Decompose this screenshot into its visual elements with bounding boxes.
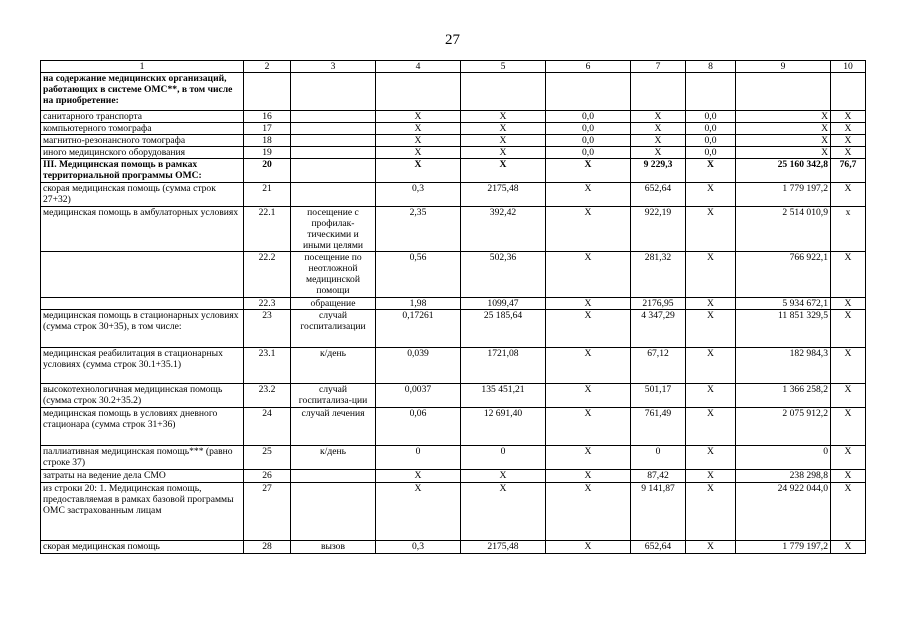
table-cell: 2175,48	[461, 183, 546, 207]
table-cell	[244, 73, 291, 111]
table-row	[41, 541, 866, 554]
table-cell	[291, 183, 376, 207]
column-header: 1	[41, 61, 244, 73]
table-cell: посещение по неотложной медицинской помощи	[291, 252, 376, 298]
table-cell: 238 298,8	[736, 470, 831, 483]
table-cell: 4 347,29	[631, 310, 686, 348]
column-header: 9	[736, 61, 831, 73]
column-header: 10	[831, 61, 866, 73]
table-cell: 23	[244, 310, 291, 348]
table-cell	[546, 73, 631, 111]
table-cell: 1 779 197,2	[736, 183, 831, 207]
table-cell: X	[736, 123, 831, 135]
table-cell: 2 514 010,9	[736, 207, 831, 252]
table-cell: 2 075 912,2	[736, 408, 831, 446]
column-header: 5	[461, 61, 546, 73]
row-label: компьютерного томографа	[41, 123, 244, 135]
table-cell: X	[546, 252, 631, 298]
table-cell: случай госпитализации	[291, 310, 376, 348]
table-cell: 0,3	[376, 183, 461, 207]
table-row	[41, 123, 866, 135]
table-cell	[291, 73, 376, 111]
table-cell: X	[686, 541, 736, 554]
table-cell: X	[376, 159, 461, 183]
table-cell: X	[831, 446, 866, 470]
table-cell: 23.2	[244, 384, 291, 408]
table-cell: X	[546, 483, 631, 541]
table-cell: 9 141,87	[631, 483, 686, 541]
table-cell: 17	[244, 123, 291, 135]
table-cell: X	[831, 183, 866, 207]
table-cell: X	[461, 111, 546, 123]
table-cell: X	[546, 207, 631, 252]
table-cell: 26	[244, 470, 291, 483]
table-cell: 9 229,3	[631, 159, 686, 183]
table-row	[41, 470, 866, 483]
table-cell: X	[831, 135, 866, 147]
row-label: медицинская помощь в амбулаторных условиях	[41, 207, 244, 252]
row-label	[41, 298, 244, 310]
table-cell: 0,3	[376, 541, 461, 554]
table-cell: 1,98	[376, 298, 461, 310]
table-cell: 2176,95	[631, 298, 686, 310]
table-cell: 20	[244, 159, 291, 183]
row-label: медицинская помощь в условиях дневного стационара (сумма строк 31+36)	[41, 408, 244, 446]
table-row	[41, 111, 866, 123]
table-cell: X	[686, 483, 736, 541]
table-cell: 652,64	[631, 183, 686, 207]
table-row	[41, 135, 866, 147]
table-row	[41, 183, 866, 207]
table-cell: X	[546, 541, 631, 554]
table-cell	[291, 159, 376, 183]
table-cell: X	[831, 252, 866, 298]
table-cell: X	[546, 310, 631, 348]
table-cell	[376, 73, 461, 111]
table-cell: 11 851 329,5	[736, 310, 831, 348]
table-cell: к/день	[291, 348, 376, 384]
table-cell: 5 934 672,1	[736, 298, 831, 310]
row-label: скорая медицинская помощь (сумма строк 27+32)	[41, 183, 244, 207]
table-cell: 0,17261	[376, 310, 461, 348]
table-cell: X	[461, 135, 546, 147]
table-cell: 0,0	[686, 111, 736, 123]
table-row	[41, 73, 866, 111]
table-cell: X	[376, 470, 461, 483]
table-cell: X	[631, 111, 686, 123]
row-label: из строки 20: 1. Медицинская помощь, предоставляемая в рамках базовой программы ОМС застрахованным лицам	[41, 483, 244, 541]
table-cell: обращение	[291, 298, 376, 310]
row-label: затраты на ведение дела СМО	[41, 470, 244, 483]
table-cell: X	[376, 483, 461, 541]
table-cell: 0,0	[546, 111, 631, 123]
table-cell: X	[686, 446, 736, 470]
row-label: магнитно-резонансного томографа	[41, 135, 244, 147]
table-cell: X	[831, 408, 866, 446]
table-cell: X	[686, 470, 736, 483]
table-cell: 0,06	[376, 408, 461, 446]
row-label: иного медицинского оборудования	[41, 147, 244, 159]
table-row	[41, 310, 866, 348]
table-cell: 1 779 197,2	[736, 541, 831, 554]
row-label: скорая медицинская помощь	[41, 541, 244, 554]
table-cell	[291, 147, 376, 159]
table-cell: X	[376, 135, 461, 147]
table-cell: 922,19	[631, 207, 686, 252]
table-cell: 0,039	[376, 348, 461, 384]
table-cell: X	[686, 310, 736, 348]
table-cell	[686, 73, 736, 111]
table-cell: вызов	[291, 541, 376, 554]
table-cell: 2,35	[376, 207, 461, 252]
column-header: 7	[631, 61, 686, 73]
table-cell: X	[546, 348, 631, 384]
table-cell: 2175,48	[461, 541, 546, 554]
table-cell	[291, 135, 376, 147]
table-cell: X	[546, 384, 631, 408]
table-cell: 24	[244, 408, 291, 446]
table-cell: X	[461, 159, 546, 183]
table-cell: X	[376, 111, 461, 123]
row-label: на содержание медицинских организаций, работающих в системе ОМС**, в том числе на приобретение:	[41, 73, 244, 111]
table-cell: 28	[244, 541, 291, 554]
table-cell: 135 451,21	[461, 384, 546, 408]
table-cell: 0	[736, 446, 831, 470]
table-row	[41, 348, 866, 384]
table-row	[41, 147, 866, 159]
table-cell	[291, 483, 376, 541]
column-header: 8	[686, 61, 736, 73]
table-cell: 27	[244, 483, 291, 541]
table-cell: 1 366 258,2	[736, 384, 831, 408]
table-cell: 281,32	[631, 252, 686, 298]
table-cell: X	[736, 111, 831, 123]
header-row	[41, 61, 866, 73]
table-cell: X	[631, 135, 686, 147]
column-header: 6	[546, 61, 631, 73]
table-cell: 1099,47	[461, 298, 546, 310]
table-cell: X	[736, 147, 831, 159]
table-cell: X	[831, 541, 866, 554]
table-cell: 501,17	[631, 384, 686, 408]
row-label: медицинская помощь в стационарных условиях (сумма строк 30+35), в том числе:	[41, 310, 244, 348]
table-cell: X	[736, 135, 831, 147]
table-cell	[736, 73, 831, 111]
table-cell	[631, 73, 686, 111]
table-cell: X	[376, 147, 461, 159]
table-row	[41, 408, 866, 446]
table-cell: X	[686, 384, 736, 408]
row-label: III. Медицинская помощь в рамках территориальной программы ОМС:	[41, 159, 244, 183]
table-cell: X	[831, 384, 866, 408]
table-cell: X	[376, 123, 461, 135]
table-cell: 19	[244, 147, 291, 159]
table-cell: 0,0	[686, 123, 736, 135]
table-cell: 25 185,64	[461, 310, 546, 348]
table-cell: X	[831, 123, 866, 135]
table-cell: 87,42	[631, 470, 686, 483]
row-label	[41, 252, 244, 298]
table-cell: X	[546, 159, 631, 183]
row-label: высокотехнологичная медицинская помощь (сумма строк 30.2+35.2)	[41, 384, 244, 408]
table-cell: X	[831, 348, 866, 384]
table-cell: X	[686, 298, 736, 310]
table-row	[41, 207, 866, 252]
table-row	[41, 446, 866, 470]
table-cell	[291, 111, 376, 123]
page-number: 27	[445, 32, 460, 48]
table-cell: 76,7	[831, 159, 866, 183]
table-cell: 766 922,1	[736, 252, 831, 298]
row-label: паллиативная медицинская помощь*** (равно строке 37)	[41, 446, 244, 470]
financial-table	[40, 60, 866, 554]
table-cell: X	[546, 298, 631, 310]
table-cell	[291, 123, 376, 135]
table-cell: 23.1	[244, 348, 291, 384]
table-cell: X	[686, 159, 736, 183]
table-cell: X	[631, 147, 686, 159]
table-cell: 0,0	[546, 147, 631, 159]
table-cell: X	[546, 446, 631, 470]
table-cell: X	[831, 111, 866, 123]
table-cell: 25	[244, 446, 291, 470]
table-cell: X	[831, 483, 866, 541]
table-cell: посещение с профилак-тическими и иными целями	[291, 207, 376, 252]
table-cell: 22.1	[244, 207, 291, 252]
table-cell: X	[686, 207, 736, 252]
table-row	[41, 159, 866, 183]
table-cell: 392,42	[461, 207, 546, 252]
table-cell: X	[686, 252, 736, 298]
table-cell: 182 984,3	[736, 348, 831, 384]
table-row	[41, 483, 866, 541]
table-cell: X	[686, 408, 736, 446]
table-cell: 0	[376, 446, 461, 470]
table-cell: 24 922 044,0	[736, 483, 831, 541]
table-row	[41, 252, 866, 298]
table-cell: X	[546, 408, 631, 446]
table-cell: 67,12	[631, 348, 686, 384]
table-cell: X	[546, 183, 631, 207]
table-cell: случай лечения	[291, 408, 376, 446]
table-cell: 0,0037	[376, 384, 461, 408]
table-cell: 22.3	[244, 298, 291, 310]
table-cell: 22.2	[244, 252, 291, 298]
table-cell: X	[686, 183, 736, 207]
column-header: 2	[244, 61, 291, 73]
table-cell: 16	[244, 111, 291, 123]
table-cell: X	[461, 470, 546, 483]
column-header: 3	[291, 61, 376, 73]
table-cell: случай госпитализа-ции	[291, 384, 376, 408]
row-label: медицинская реабилитация в стационарных условиях (сумма строк 30.1+35.1)	[41, 348, 244, 384]
table-cell: 0,0	[546, 135, 631, 147]
table-cell: X	[831, 470, 866, 483]
table-cell: X	[831, 298, 866, 310]
table-cell	[831, 73, 866, 111]
table-cell: X	[461, 123, 546, 135]
table-row	[41, 298, 866, 310]
table-cell: 0,56	[376, 252, 461, 298]
table-row	[41, 384, 866, 408]
table-cell: X	[461, 147, 546, 159]
table-cell: 25 160 342,8	[736, 159, 831, 183]
table-cell: 502,36	[461, 252, 546, 298]
table-cell: X	[831, 310, 866, 348]
table-cell: х	[831, 207, 866, 252]
table-cell: 0,0	[546, 123, 631, 135]
row-label: санитарного транспорта	[41, 111, 244, 123]
table-cell: X	[831, 147, 866, 159]
column-header: 4	[376, 61, 461, 73]
table-cell: 0	[461, 446, 546, 470]
table-cell: 18	[244, 135, 291, 147]
table-cell: 761,49	[631, 408, 686, 446]
table-cell: X	[631, 123, 686, 135]
table-cell: 0	[631, 446, 686, 470]
table-cell: 0,0	[686, 135, 736, 147]
table-cell	[461, 73, 546, 111]
table-cell: X	[461, 483, 546, 541]
table-cell: X	[686, 348, 736, 384]
table-cell: 1721,08	[461, 348, 546, 384]
table-cell: 0,0	[686, 147, 736, 159]
table-cell: X	[546, 470, 631, 483]
table-cell: 21	[244, 183, 291, 207]
table-cell: к/день	[291, 446, 376, 470]
table-cell	[291, 470, 376, 483]
table-cell: 652,64	[631, 541, 686, 554]
table-cell: 12 691,40	[461, 408, 546, 446]
